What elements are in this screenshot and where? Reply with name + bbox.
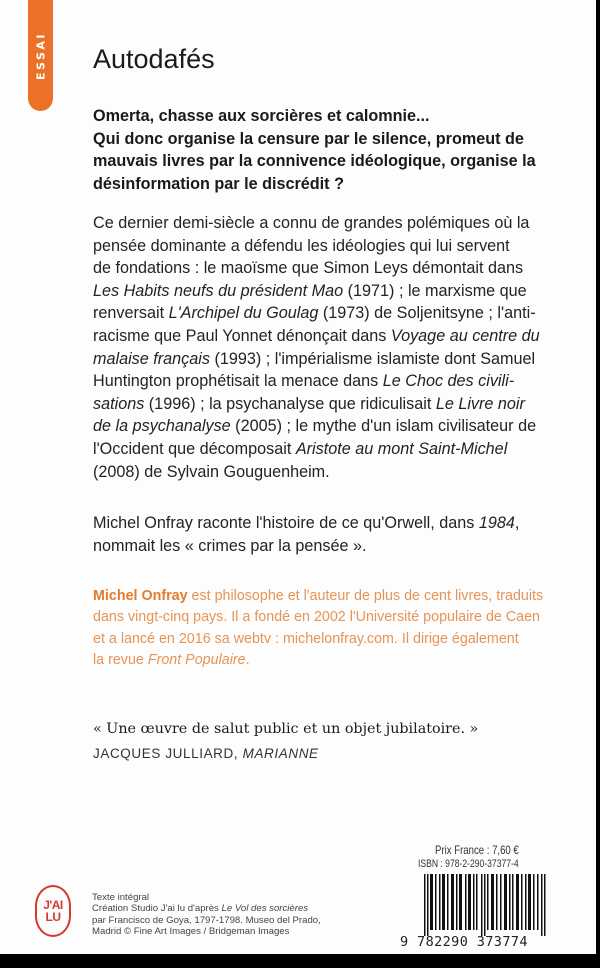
- barcode-icon: [424, 874, 547, 936]
- conclusion-paragraph: [93, 512, 519, 557]
- body-line: Les Habits neufs du président Mao (1971) ; le marxisme que: [93, 281, 527, 300]
- quote-attribution: JACQUES JULLIARD, MARIANNE: [93, 746, 319, 761]
- book-reference: malaise français: [93, 349, 210, 368]
- book-reference: 1984: [478, 514, 515, 532]
- artwork-title: Le Vol des sorcières: [221, 903, 309, 915]
- conclusion-line: nommait les « crimes par la pensée ».: [93, 536, 367, 555]
- author-bio: [93, 586, 543, 671]
- body-line: de la psychanalyse (2005) ; le mythe d'un islam civilisateur de: [93, 417, 537, 436]
- book-reference: Aristote au mont Saint-Michel: [295, 439, 508, 458]
- body-line: Huntington prophétisait la menace dans Le Choc des civili-: [93, 372, 515, 391]
- body-line: sations (1996) ; la psychanalyse que ridiculisait Le Livre noir: [93, 394, 525, 413]
- body-line: racisme que Paul Yonnet dénonçait dans Voyage au centre du: [93, 326, 540, 345]
- body-paragraph: [93, 212, 573, 483]
- lead-paragraph: [93, 105, 563, 195]
- body-line: malaise français (1993) ; l'impérialisme islamiste dont Samuel: [93, 349, 536, 368]
- isbn-label: ISBN : 978-2-290-37377-4: [418, 858, 519, 870]
- conclusion-line: Michel Onfray raconte l'histoire de ce qu'Orwell, dans 1984,: [93, 514, 520, 532]
- price-label: Prix France : 7,60 €: [435, 843, 519, 857]
- barcode-number: 9 782290 373774: [400, 934, 528, 950]
- body-line: pensée dominante a défendu les idéologies qui lui servent: [93, 236, 510, 255]
- book-reference: L'Archipel du Goulag: [168, 304, 319, 323]
- book-reference: Le Livre noir: [435, 394, 525, 413]
- book-reference: de la psychanalyse: [93, 417, 231, 436]
- book-title: Autodafés: [93, 44, 215, 74]
- credits-line: par Francisco de Goya, 1797-1798. Museo del Prado,: [92, 914, 321, 926]
- lead-line: Omerta, chasse aux sorcières et calomnie...: [93, 107, 430, 125]
- bio-line: et a lancé en 2016 sa webtv : michelonfray.com. Il dirige également: [93, 630, 519, 647]
- publisher-logo: J'AI LU: [35, 885, 71, 937]
- lead-line: désinformation par le discrédit ?: [93, 174, 344, 193]
- body-line: l'Occident que décomposait Aristote au mont Saint-Michel: [93, 439, 508, 458]
- credits-line: Madrid © Fine Art Images / Bridgeman Images: [92, 926, 290, 938]
- series-label: ESSAI: [34, 32, 47, 80]
- book-reference: sations: [93, 394, 145, 413]
- bio-line: Michel Onfray est philosophe et l'auteur de plus de cent livres, traduits: [93, 588, 544, 604]
- book-reference: Voyage au centre du: [390, 326, 540, 345]
- lead-line: mauvais livres par la connivence idéologique, organise la: [93, 152, 536, 170]
- lead-line: Qui donc organise la censure par le silence, promeut de: [93, 129, 524, 148]
- body-line: Ce dernier demi-siècle a connu de grandes polémiques où la: [93, 214, 530, 232]
- body-line: (2008) de Sylvain Gouguenheim.: [93, 462, 330, 481]
- body-line: renversait L'Archipel du Goulag (1973) de Soljenitsyne ; l'anti-: [93, 304, 536, 323]
- bio-line: la revue Front Populaire.: [93, 651, 250, 668]
- bio-line: dans vingt-cinq pays. Il a fondé en 2002 l'Université populaire de Caen: [93, 609, 541, 626]
- author-name: Michel Onfray: [93, 588, 188, 604]
- book-reference: Les Habits neufs du président Mao: [93, 281, 344, 300]
- body-line: de fondations : le maoïsme que Simon Leys démontait dans: [93, 259, 524, 278]
- credits-line: Création Studio J'ai lu d'après Le Vol des sorcières: [92, 903, 309, 915]
- press-quote: « Une œuvre de salut public et un objet jubilatoire. »: [93, 721, 479, 737]
- series-tab: [28, 0, 53, 111]
- magazine-reference: Front Populaire: [147, 651, 246, 668]
- book-reference: Le Choc des civili-: [382, 372, 515, 391]
- publication-name: MARIANNE: [242, 746, 319, 761]
- cover-credits: [92, 892, 321, 938]
- credits-line: Texte intégral: [92, 892, 150, 903]
